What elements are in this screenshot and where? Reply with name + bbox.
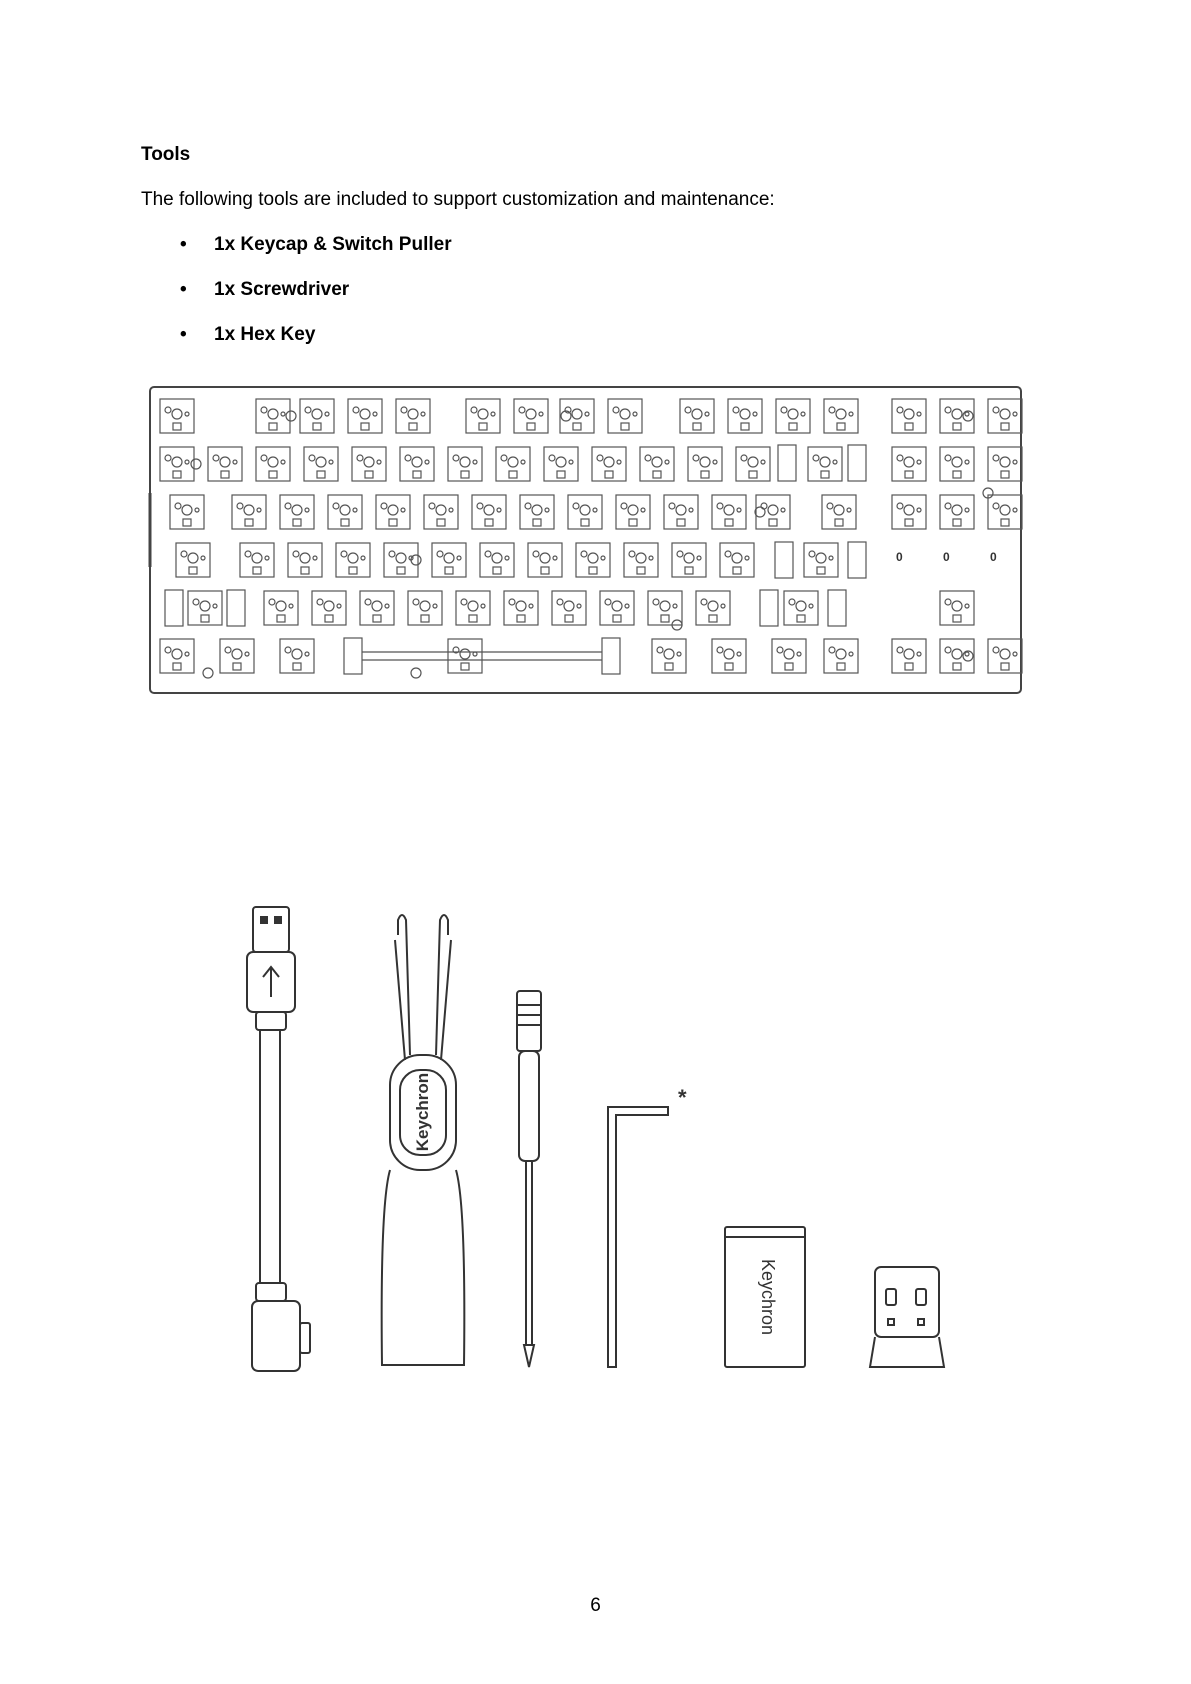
switch-cutout (520, 495, 554, 529)
intro-paragraph: The following tools are included to support customization and maintenance: (141, 189, 775, 210)
switch-cutout (176, 543, 210, 577)
switch-cutout (680, 399, 714, 433)
switch-cutout (220, 639, 254, 673)
list-item (180, 323, 315, 347)
switch-cutout (940, 591, 974, 625)
switch-cutout (280, 495, 314, 529)
switch-cutout (672, 543, 706, 577)
switch-cutout (940, 639, 974, 673)
switch-cutout (652, 639, 686, 673)
svg-text:0: 0 (943, 550, 950, 564)
switch-cutout (568, 495, 602, 529)
switch-cutout (160, 447, 194, 481)
switch-cutout (756, 495, 790, 529)
puller-brand-label: Keychron (413, 1072, 432, 1152)
switch-cutout (170, 495, 204, 529)
switch-cutout (892, 639, 926, 673)
accessories-illustration (230, 905, 1030, 1375)
bullet-icon: • (180, 234, 187, 255)
switch-cutout (988, 447, 1022, 481)
box-brand-label: Keychron (758, 1258, 778, 1336)
switch-cutout (348, 399, 382, 433)
switch-cutout (496, 447, 530, 481)
switch-cutout (544, 447, 578, 481)
switch-cutout (988, 399, 1022, 433)
switch-cutout (304, 447, 338, 481)
switch-cutout (616, 495, 650, 529)
switch-cutout (822, 495, 856, 529)
switch-cutout (528, 543, 562, 577)
switch-cutout (264, 591, 298, 625)
switch-cutout (940, 447, 974, 481)
section-heading: Tools (141, 144, 191, 165)
switch-cutout (988, 639, 1022, 673)
switch-cutout (280, 639, 314, 673)
switch-cell-group (160, 399, 1022, 678)
switch-cutout (432, 543, 466, 577)
switch-cutout (940, 399, 974, 433)
switch-cutout (712, 495, 746, 529)
screw-hole (203, 668, 213, 678)
switch-cutout (240, 543, 274, 577)
stabilizer-group (165, 445, 866, 674)
switch-cutout (160, 399, 194, 433)
bullet-icon: • (180, 324, 187, 345)
switch-cutout (988, 495, 1022, 529)
hex-key-marker: * (678, 1085, 687, 1110)
switch-cutout (728, 399, 762, 433)
switch-cutout (892, 399, 926, 433)
switch-cutout (336, 543, 370, 577)
switch-cutout (466, 399, 500, 433)
switch-cutout (772, 639, 806, 673)
switch-cutout (208, 447, 242, 481)
switch-cutout (664, 495, 698, 529)
list-item (180, 233, 452, 257)
switch-cutout (376, 495, 410, 529)
switch-cutout (892, 495, 926, 529)
screw-hole (191, 459, 201, 469)
page-number: 6 (590, 1595, 601, 1616)
switch-cutout (400, 447, 434, 481)
switch-cutout (808, 447, 842, 481)
switch-cutout (552, 591, 586, 625)
tool-label-screwdriver: 1x Screwdriver (214, 279, 350, 300)
switch-cutout (560, 399, 594, 433)
switch-cutout (696, 591, 730, 625)
hex-key-icon (608, 1107, 668, 1367)
switch-cutout (776, 399, 810, 433)
switch-cutout (688, 447, 722, 481)
list-item (180, 278, 349, 302)
switch-cutout (600, 591, 634, 625)
switch-cutout (424, 495, 458, 529)
keyboard-plate-illustration (148, 385, 1023, 697)
switch-cutout (624, 543, 658, 577)
switch-cutout (188, 591, 222, 625)
switch-cutout (408, 591, 442, 625)
svg-text:0: 0 (896, 550, 903, 564)
usb-receiver-icon (870, 1267, 944, 1367)
switch-cutout (592, 447, 626, 481)
switch-cutout (288, 543, 322, 577)
switch-cutout (256, 399, 290, 433)
switch-cutout (384, 543, 418, 577)
switch-cutout (576, 543, 610, 577)
switch-cutout (312, 591, 346, 625)
usb-cable-icon (247, 907, 310, 1371)
switch-cutout (232, 495, 266, 529)
switch-cutout (360, 591, 394, 625)
switch-cutout (328, 495, 362, 529)
media-key-markers (896, 550, 997, 564)
switch-cutout (824, 399, 858, 433)
switch-cutout (940, 495, 974, 529)
switch-cutout (352, 447, 386, 481)
switch-cutout (784, 591, 818, 625)
switch-cutout (480, 543, 514, 577)
switch-cutout (256, 447, 290, 481)
switch-cutout (608, 399, 642, 433)
switch-cutout (720, 543, 754, 577)
switch-cutout (712, 639, 746, 673)
switch-cutout (448, 447, 482, 481)
switch-cutout (824, 639, 858, 673)
switch-cutout (448, 639, 482, 673)
switch-cutout (160, 639, 194, 673)
switch-cutout (300, 399, 334, 433)
tool-label-hex-key: 1x Hex Key (214, 324, 316, 345)
switch-cutout (396, 399, 430, 433)
switch-cutout (504, 591, 538, 625)
screwdriver-icon (517, 991, 541, 1367)
switch-cutout (514, 399, 548, 433)
switch-cutout (892, 447, 926, 481)
tool-label-puller: 1x Keycap & Switch Puller (214, 234, 452, 255)
screw-hole (286, 411, 296, 421)
switch-cutout (736, 447, 770, 481)
svg-text:0: 0 (990, 550, 997, 564)
switch-cutout (472, 495, 506, 529)
bullet-icon: • (180, 279, 187, 300)
switch-cutout (640, 447, 674, 481)
screw-hole (411, 668, 421, 678)
switch-cutout (456, 591, 490, 625)
switch-cutout (804, 543, 838, 577)
